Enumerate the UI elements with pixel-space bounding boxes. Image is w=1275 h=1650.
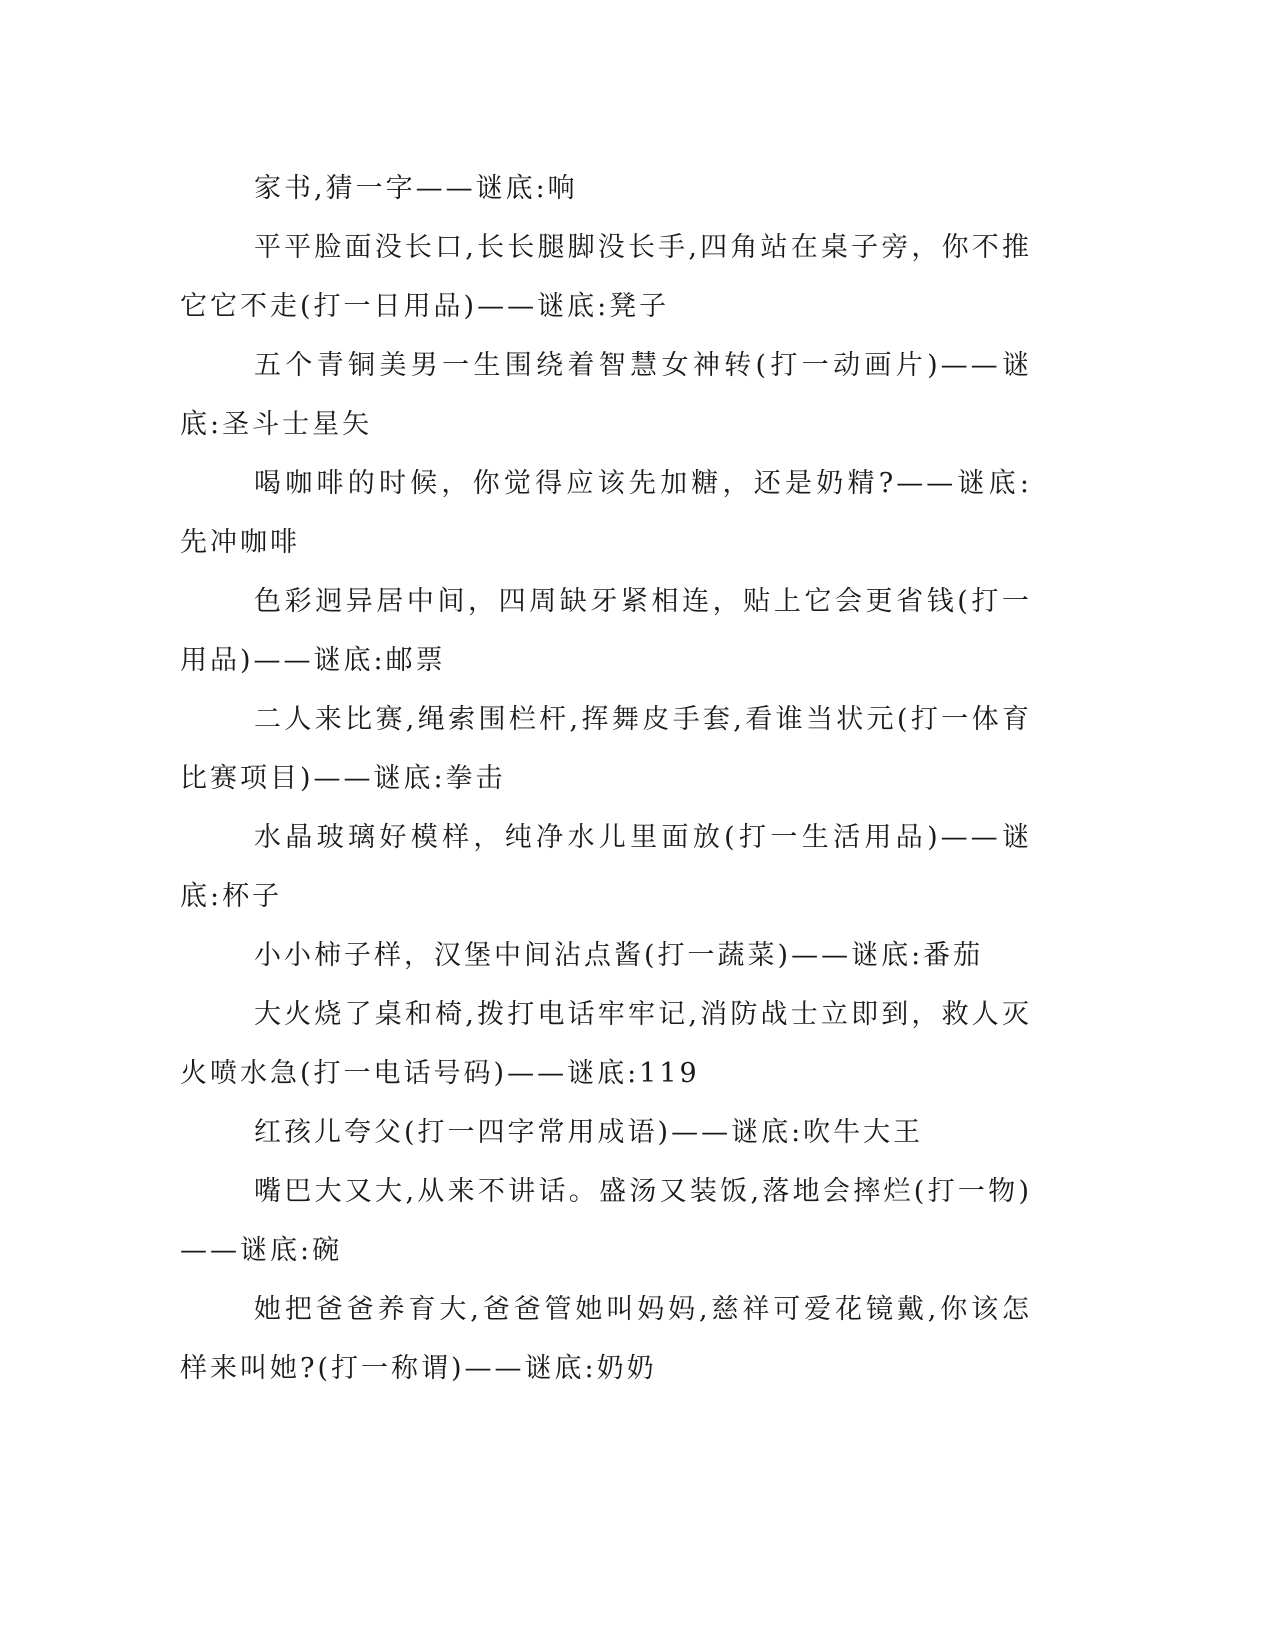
- document-body: [180, 159, 1032, 1398]
- riddle-paragraph: 二人来比赛,绳索围栏杆,挥舞皮手套,看谁当状元(打一体育比赛项目)——谜底:拳击: [180, 704, 1032, 794]
- riddle-paragraph: 五个青铜美男一生围绕着智慧女神转(打一动画片)——谜底:圣斗士星矢: [180, 350, 1032, 440]
- riddle-paragraph: 嘴巴大又大,从来不讲话。盛汤又装饭,落地会摔烂(打一物)——谜底:碗: [180, 1176, 1032, 1266]
- riddle-paragraph: 家书,猜一字——谜底:响: [254, 173, 578, 204]
- riddle-paragraph: 小小柿子样，汉堡中间沾点酱(打一蔬菜)——谜底:番茄: [254, 940, 984, 971]
- riddle-paragraph: 平平脸面没长口,长长腿脚没长手,四角站在桌子旁，你不推它它不走(打一日用品)——谜底:凳子: [180, 232, 1032, 322]
- riddle-paragraph: 喝咖啡的时候，你觉得应该先加糖，还是奶精?——谜底:先冲咖啡: [180, 468, 1032, 558]
- riddle-paragraph: 红孩儿夸父(打一四字常用成语)——谜底:吹牛大王: [254, 1117, 924, 1148]
- riddle-paragraph: 她把爸爸养育大,爸爸管她叫妈妈,慈祥可爱花镜戴,你该怎样来叫她?(打一称谓)——谜底:奶奶: [180, 1294, 1032, 1384]
- riddle-paragraph: 水晶玻璃好模样，纯净水儿里面放(打一生活用品)——谜底:杯子: [180, 822, 1032, 912]
- riddle-paragraph: 色彩迥异居中间，四周缺牙紧相连，贴上它会更省钱(打一用品)——谜底:邮票: [180, 586, 1032, 676]
- riddle-paragraph: 大火烧了桌和椅,拨打电话牢牢记,消防战士立即到，救人灭火喷水急(打一电话号码)——谜底:119: [180, 999, 1032, 1089]
